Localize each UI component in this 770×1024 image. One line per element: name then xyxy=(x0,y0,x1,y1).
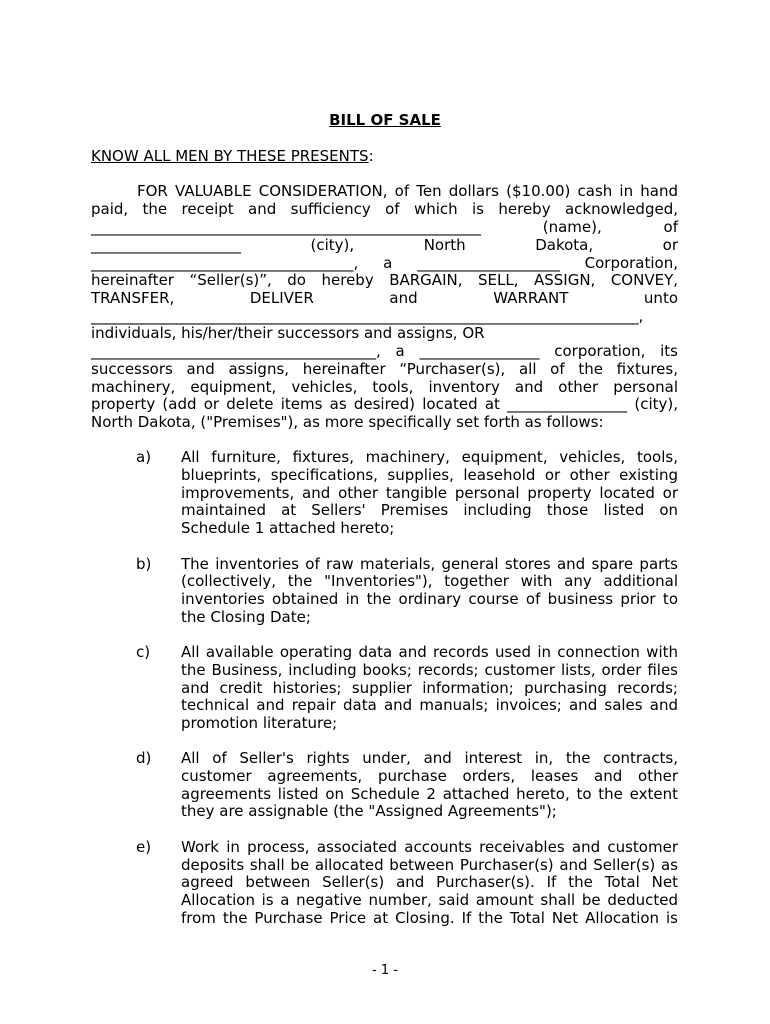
paragraph-line: machinery, equipment, vehicles, tools, inventory and other personal xyxy=(91,378,678,396)
item-marker: d) xyxy=(136,749,152,767)
item-line: The inventories of raw materials, general stores and spare parts xyxy=(181,555,678,573)
item-line: the Business, including books; records; customer lists, order files xyxy=(181,661,678,679)
paragraph-line: ____________________ (city), North Dakota, or xyxy=(91,236,678,254)
item-line: Allocation is a negative number, said amount shall be deducted xyxy=(181,891,678,909)
item-line: inventories obtained in the ordinary course of business prior to xyxy=(181,590,678,608)
item-marker: a) xyxy=(136,448,152,466)
paragraph-line: hereinafter “Seller(s)”, do hereby BARGAIN, SELL, ASSIGN, CONVEY, xyxy=(91,271,678,289)
item-line: customer agreements, purchase orders, leases and other xyxy=(181,767,678,785)
intro-heading-line xyxy=(91,147,374,165)
item-line: deposits shall be allocated between Purchaser(s) and Seller(s) as xyxy=(181,856,678,874)
paragraph-line: FOR VALUABLE CONSIDERATION, of Ten dollars ($10.00) cash in hand xyxy=(137,182,678,200)
page-number: - 1 - xyxy=(372,963,398,978)
paragraph-line: ____________________________________________________ (name), of xyxy=(91,218,678,236)
intro-heading: KNOW ALL MEN BY THESE PRESENTS xyxy=(91,147,369,165)
paragraph-line: successors and assigns, hereinafter “Purchaser(s), all of the fixtures, xyxy=(91,360,678,378)
item-marker: e) xyxy=(136,838,152,856)
item-line: the Closing Date; xyxy=(181,608,311,626)
paragraph-line: property (add or delete items as desired) located at ________________ (city), xyxy=(91,395,678,413)
item-marker: c) xyxy=(136,643,151,661)
item-line: agreed between Seller(s) and Purchaser(s). If the Total Net xyxy=(181,873,678,891)
paragraph-line: North Dakota, ("Premises"), as more specifically set forth as follows: xyxy=(91,413,604,431)
intro-colon: : xyxy=(368,147,374,165)
item-line: and credit histories; supplier information; purchasing records; xyxy=(181,679,678,697)
item-line: from the Purchase Price at Closing. If the Total Net Allocation is xyxy=(181,909,678,927)
paragraph-line: _________________________________________________________________________, xyxy=(91,307,644,325)
item-line: (collectively, the "Inventories"), together with any additional xyxy=(181,572,678,590)
item-line: Schedule 1 attached hereto; xyxy=(181,519,395,537)
item-line: improvements, and other tangible personal property located or xyxy=(181,484,678,502)
item-line: maintained at Sellers' Premises including those listed on xyxy=(181,501,678,519)
item-line: All of Seller's rights under, and interest in, the contracts, xyxy=(181,749,678,767)
item-line: blueprints, specifications, supplies, leasehold or other existing xyxy=(181,466,678,484)
paragraph-line: ______________________________________, a ________________ corporation, its xyxy=(91,342,678,360)
item-line: Work in process, associated accounts receivables and customer xyxy=(181,838,678,856)
item-line: technical and repair data and manuals; invoices; and sales and xyxy=(181,696,678,714)
paragraph-line: paid, the receipt and sufficiency of which is hereby acknowledged, xyxy=(91,200,678,218)
paragraph-line: TRANSFER, DELIVER and WARRANT unto xyxy=(91,289,678,307)
document-title: BILL OF SALE xyxy=(329,111,441,129)
item-line: All available operating data and records used in connection with xyxy=(181,643,678,661)
paragraph-line: individuals, his/her/their successors and assigns, OR xyxy=(91,324,485,342)
item-line: they are assignable (the "Assigned Agreements"); xyxy=(181,802,557,820)
item-line: promotion literature; xyxy=(181,714,338,732)
item-line: All furniture, fixtures, machinery, equipment, vehicles, tools, xyxy=(181,448,678,466)
item-marker: b) xyxy=(136,555,152,573)
item-line: agreements listed on Schedule 2 attached hereto, to the extent xyxy=(181,785,678,803)
paragraph-line: ___________________________________, a ___________________ Corporation, xyxy=(91,254,678,272)
